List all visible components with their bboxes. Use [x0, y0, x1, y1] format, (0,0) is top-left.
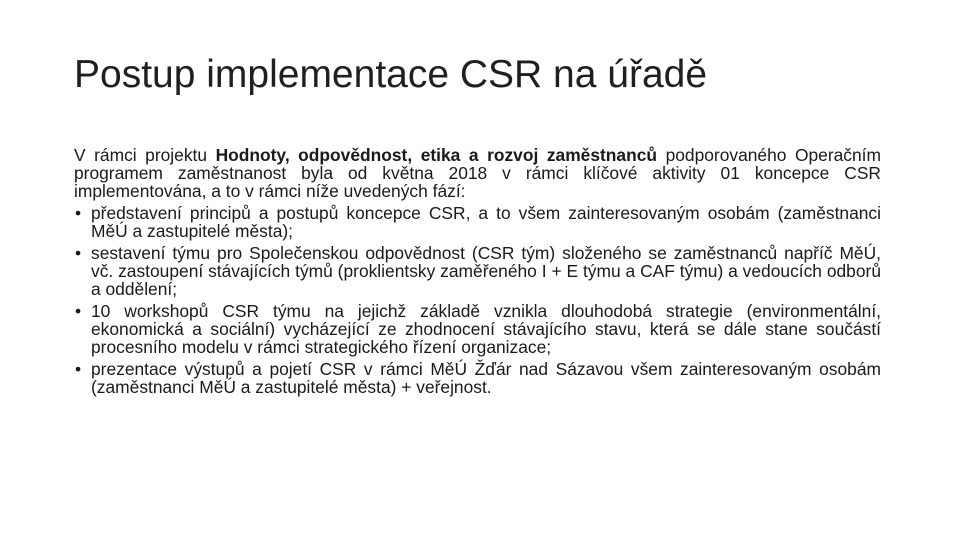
slide-title: Postup implementace CSR na úřadě	[74, 53, 708, 96]
phase-text: sestavení týmu pro Společenskou odpovědnost (CSR tým) složeného se zaměstnanců napříč MěÚ, vč. zastoupení stávajících týmů (proklientsky zaměřeného I + E týmu a CAF týmu) a vedoucích odborů a oddělení;	[91, 243, 881, 299]
bullet-icon: •	[75, 203, 82, 223]
phase-item	[74, 204, 881, 240]
bullet-icon: •	[75, 359, 82, 379]
phase-item	[74, 360, 881, 396]
slide-body	[74, 146, 881, 396]
phase-text: představení principů a postupů koncepce CSR, a to všem zainteresovaným osobám (zaměstnanci MěÚ a zastupitelé města);	[91, 203, 881, 241]
phase-item	[74, 244, 881, 298]
phase-text: prezentace výstupů a pojetí CSR v rámci MěÚ Žďár nad Sázavou všem zainteresovaným osobám (zaměstnanci MěÚ a zastupitelé města) + veřejnost.	[91, 359, 881, 397]
bullet-icon: •	[75, 243, 82, 263]
project-name: Hodnoty, odpovědnost, etika a rozvoj zaměstnanců	[215, 145, 658, 165]
phase-list	[74, 204, 881, 396]
phase-item	[74, 302, 881, 356]
phase-text: 10 workshopů CSR týmu na jejichž základě vznikla dlouhodobá strategie (environmentální, ekonomická a sociální) vycházející ze zhodnocení stávajícího stavu, která se dále stane součástí procesního modelu v rámci strategického řízení organizace;	[91, 301, 881, 357]
intro-suffix: podporovaného Operačním programem zaměstnanost byla od května 2018 v rámci klíčové aktivity 01 koncepce CSR implementována, a to v rámci níže uvedených fází:	[74, 145, 881, 201]
intro-prefix: V rámci projektu	[74, 145, 216, 165]
intro-paragraph	[74, 146, 881, 200]
bullet-icon: •	[75, 301, 82, 321]
